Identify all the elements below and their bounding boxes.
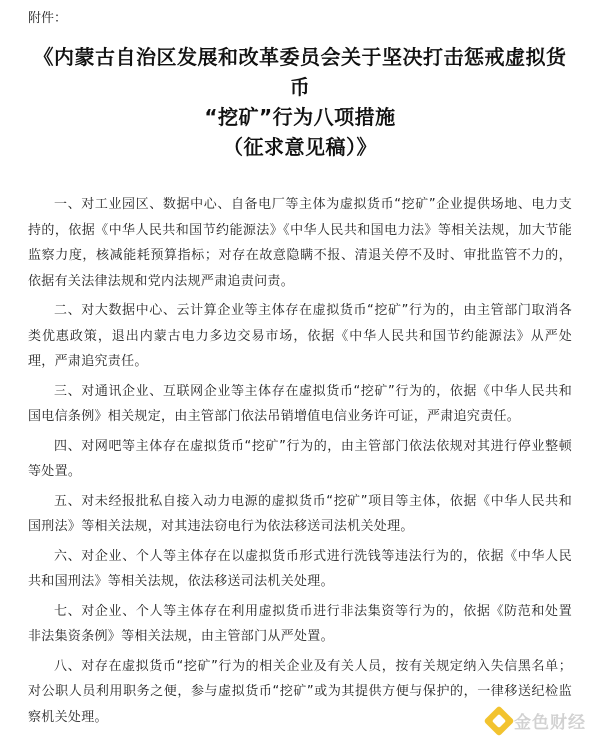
measure-5: 五、对未经报批私自接入动力电源的虚拟货币“挖矿”项目等主体，依据《中华人民共和国刑法》等相关法规，对其违法窃电行为依法移送司法机关处理。 [28,493,572,534]
measure-6: 六、对企业、个人等主体存在以虚拟货币形式进行洗钱等违法行为的，依据《中华人民共和国刑法》等相关法规，依法移送司法机关处理。 [28,548,572,589]
document-title [28,42,572,162]
attachment-label: 附件： [28,11,68,26]
watermark-text: 金色财经 [514,713,586,733]
measure-7: 七、对企业、个人等主体存在利用虚拟货币进行非法集资等行为的，依据《防范和处置非法集资条例》等相关法规，由主管部门从严处置。 [28,603,572,644]
document-body [28,192,572,730]
measure-2: 二、对大数据中心、云计算企业等主体存在虚拟货币“挖矿”行为的，由主管部门取消各类优惠政策，退出内蒙古电力多边交易市场，依据《中华人民共和国节约能源法》从严处理，严肃追究责任。 [28,303,572,369]
title-line-2: “挖矿”行为八项措施 [204,105,396,129]
watermark [488,708,586,733]
measure-4: 四、对网吧等主体存在虚拟货币“挖矿”行为的，由主管部门依法依规对其进行停业整顿等处置。 [28,438,572,479]
measure-8: 八、对存在虚拟货币“挖矿”行为的相关企业及有关人员，按有关规定纳入失信黑名单；对公职人员利用职务之便，参与虚拟货币“挖矿”或为其提供方便与保护的，一律移送纪检监察机关处理。 [28,658,572,725]
title-line-3: （征求意见稿）》 [223,135,377,159]
jinse-logo-icon [483,705,514,736]
title-line-1: 《内蒙古自治区发展和改革委员会关于坚决打击惩戒虚拟货币 [33,45,567,99]
measure-3: 三、对通讯企业、互联网企业等主体存在虚拟货币“挖矿”行为的，依据《中华人民共和国电信条例》相关规定，由主管部门依法吊销增值电信业务许可证，严肃追究责任。 [28,383,572,424]
measure-1: 一、对工业园区、数据中心、自备电厂等主体为虚拟货币“挖矿”企业提供场地、电力支持的，依据《中华人民共和国节约能源法》《中华人民共和国电力法》等相关法规，加大节能监察力度，核减能耗预算指标；对存在故意隐瞒不报、清退关停不及时、审批监管不力的，依据有关法律法规和党内法规严肃追责问责。 [28,197,572,289]
